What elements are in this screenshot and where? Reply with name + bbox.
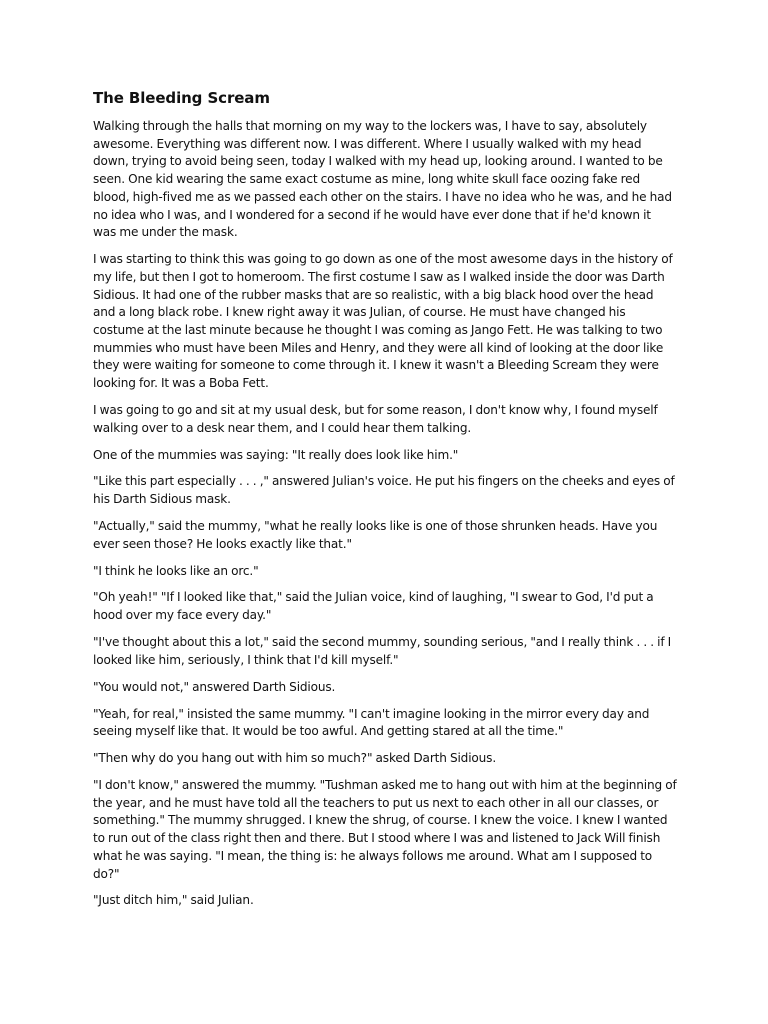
paragraph-4: One of the mummies was saying: "It really does look like him." [93, 447, 459, 462]
paragraph-12: "Then why do you hang out with him so much?" asked Darth Sidious. [93, 751, 497, 766]
paragraph-11: "Yeah, for real," insisted the same mummy. "I can't imagine looking in the mirror every day and seeing myself like that. It would be too awful. And getting stared at all the time." [93, 706, 650, 739]
paragraph-3: I was going to go and sit at my usual desk, but for some reason, I don't know why, I found myself walking over to a desk near them, and I could hear them talking. [93, 402, 658, 435]
document-title: The Bleeding Scream [93, 89, 270, 107]
document-page [93, 88, 677, 919]
paragraph-8: "Oh yeah!" "If I looked like that," said the Julian voice, kind of laughing, "I swear to God, I'd put a hood over my face every day." [93, 590, 654, 623]
paragraph-7: "I think he looks like an orc." [93, 563, 259, 578]
paragraph-9: "I've thought about this a lot," said the second mummy, sounding serious, "and I really think . . . if I looked like him, seriously, I think that I'd kill myself." [93, 635, 672, 667]
paragraph-6: "Actually," said the mummy, "what he really looks like is one of those shrunken heads. Have you ever seen those? He looks exactly like that." [93, 519, 658, 551]
paragraph-13: "I don't know," answered the mummy. "Tushman asked me to hang out with him at the beginning of the year, and he must have told all the teachers to put us next to each other in all our classes, or something." The mummy shrugged. I knew the shrug, of course. I knew the voice. I knew I wanted to run out of the class right then and there. But I stood where I was and listened to Jack Will finish what he was saying. "I mean, the thing is: he always follows me around. What am I supposed to do?" [93, 778, 677, 881]
paragraph-2: I was starting to think this was going to go down as one of the most awesome days in the history of my life, but then I got to homeroom. The first costume I saw as I walked inside the door was Darth Sidious. It had one of the rubber masks that are so realistic, with a big black hood over the head and a long black robe. I knew right away it was Julian, of course. He must have changed his costume at the last minute because he thought I was coming as Jango Fett. He was talking to two mummies who must have been Miles and Henry, and they were all kind of looking at the door like they were waiting for someone to come through it. I knew it wasn't a Bleeding Scream they were looking for. It was a Boba Fett. [93, 252, 673, 391]
paragraph-1: Walking through the halls that morning on my way to the lockers was, I have to say, absolutely awesome. Everything was different now. I was different. Where I usually walked with my head down, trying to avoid being seen, today I walked with my head up, looking around. I wanted to be seen. One kid wearing the same exact costume as mine, long white skull face oozing fake red blood, high-fived me as we passed each other on the stairs. I have no idea who he was, and he had no idea who I was, and I wondered for a second if he would have ever done that if he'd known it was me under the mask. [93, 119, 672, 240]
paragraph-5: "Like this part especially . . . ," answered Julian's voice. He put his fingers on the cheeks and eyes of his Darth Sidious mask. [93, 474, 675, 507]
paragraph-14: "Just ditch him," said Julian. [93, 893, 254, 908]
paragraph-10: "You would not," answered Darth Sidious. [93, 679, 336, 694]
